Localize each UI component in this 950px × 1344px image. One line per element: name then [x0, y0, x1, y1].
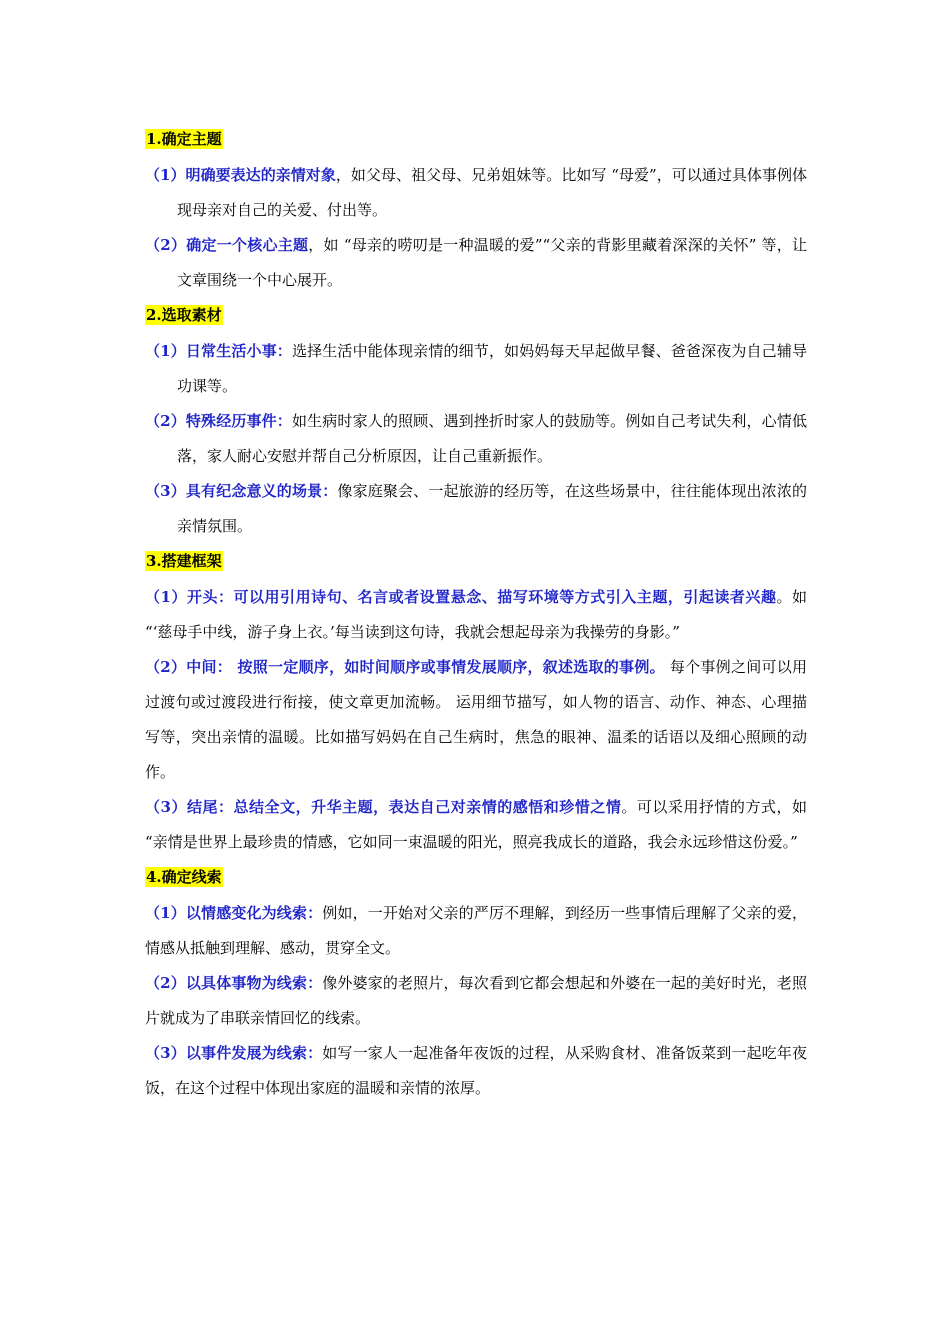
section-heading-label: 4.确定线索 [146, 868, 222, 886]
list-item [145, 334, 807, 404]
section-heading-label: 3.搭建框架 [146, 552, 222, 570]
list-item [145, 404, 807, 474]
item-text: 例如，一开始对父亲的严厉不理解，到经历一些事情后理解了父亲的爱，情感从抵触到理解、感动，贯穿全文。 [145, 904, 807, 957]
document-body [145, 122, 807, 1106]
item-lead: （2）特殊经历事件： [145, 412, 292, 430]
item-text: ，如 “母亲的唠叨是一种温暖的爱”“父亲的背影里藏着深深的关怀” 等，让文章围绕一个中心展开。 [177, 236, 807, 289]
list-item [145, 966, 807, 1036]
item-text: 像外婆家的老照片，每次看到它都会想起和外婆在一起的美好时光，老照片就成为了串联亲情回忆的线索。 [145, 974, 807, 1027]
list-item [145, 158, 807, 228]
list-item [145, 650, 807, 790]
section-heading [145, 544, 807, 580]
item-text: 如生病时家人的照顾、遇到挫折时家人的鼓励等。例如自己考试失利，心情低落，家人耐心安慰并帮自己分析原因，让自己重新振作。 [177, 412, 807, 465]
section-heading-label: 2.选取素材 [146, 306, 222, 324]
section-heading [145, 122, 807, 158]
item-lead: （3）以事件发展为线索： [145, 1044, 323, 1062]
list-item [145, 580, 807, 650]
item-lead: （1）开头：可以用引用诗句、名言或者设置悬念、描写环境等方式引入主题，引起读者兴趣 [145, 588, 777, 606]
item-lead: （1）明确要表达的亲情对象 [145, 166, 336, 184]
item-text: 选择生活中能体现亲情的细节，如妈妈每天早起做早餐、爸爸深夜为自己辅导功课等。 [177, 342, 807, 395]
item-lead: （3）结尾：总结全文，升华主题，表达自己对亲情的感悟和珍惜之情 [145, 798, 622, 816]
item-text: 每个事例之间可以用过渡句或过渡段进行衔接，使文章更加流畅。 运用细节描写，如人物的语言、动作、神态、心理描写等，突出亲情的温暖。比如描写妈妈在自己生病时，焦急的眼神、温柔的话语以及细心照顾的动作。 [145, 658, 807, 781]
list-item [145, 1036, 807, 1106]
item-text: 。可以采用抒情的方式，如 “亲情是世界上最珍贵的情感，它如同一束温暖的阳光，照亮我成长的道路，我会永远珍惜这份爱。” [145, 798, 807, 851]
section-heading-label: 1.确定主题 [146, 130, 222, 148]
item-text: 像家庭聚会、一起旅游的经历等，在这些场景中，往往能体现出浓浓的亲情氛围。 [177, 482, 807, 535]
item-text: 如写一家人一起准备年夜饭的过程，从采购食材、准备饭菜到一起吃年夜饭，在这个过程中体现出家庭的温暖和亲情的浓厚。 [145, 1044, 807, 1097]
item-text: 。如 “‘慈母手中线，游子身上衣。’每当读到这句诗，我就会想起母亲为我操劳的身影。” [145, 588, 807, 641]
section-heading [145, 860, 807, 896]
item-lead: （2）以具体事物为线索： [145, 974, 323, 992]
list-item [145, 228, 807, 298]
list-item [145, 474, 807, 544]
item-lead: （3）具有纪念意义的场景： [145, 482, 338, 500]
item-text: ，如父母、祖父母、兄弟姐妹等。比如写 “母爱”，可以通过具体事例体现母亲对自己的关爱、付出等。 [177, 166, 807, 219]
item-lead: （2）中间： 按照一定顺序，如时间顺序或事情发展顺序，叙述选取的事例。 [145, 658, 665, 676]
item-lead: （2）确定一个核心主题 [145, 236, 309, 254]
list-item [145, 790, 807, 860]
item-lead: （1）日常生活小事： [145, 342, 292, 360]
list-item [145, 896, 807, 966]
section-heading [145, 298, 807, 334]
item-lead: （1）以情感变化为线索： [145, 904, 323, 922]
